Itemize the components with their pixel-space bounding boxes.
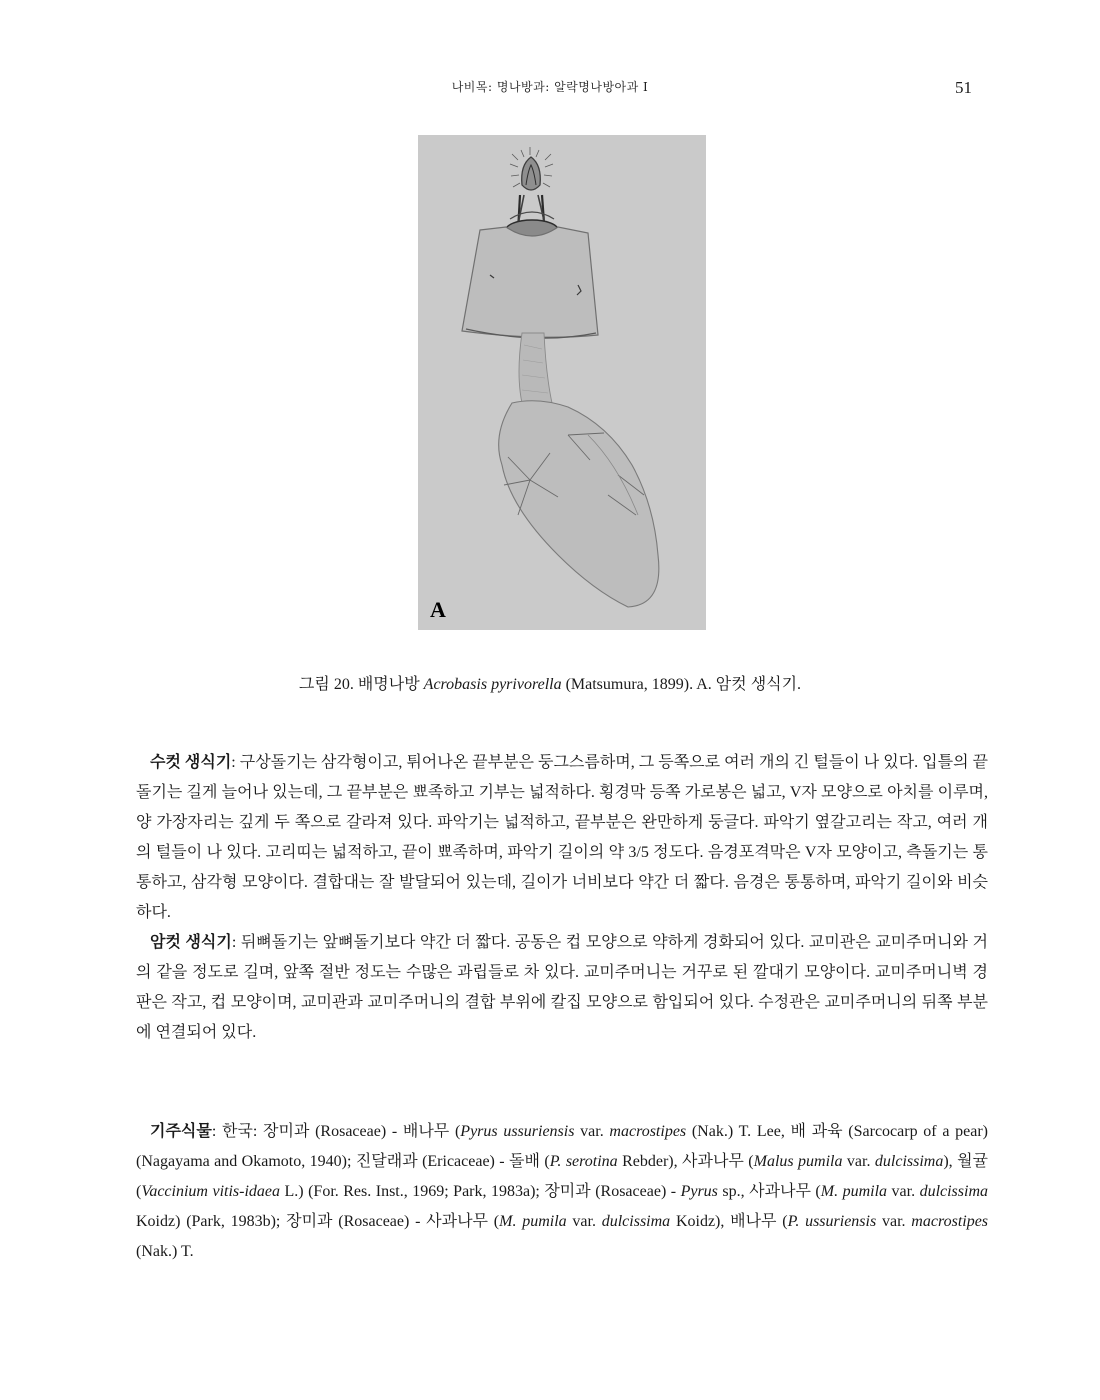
host-text-run: var. [842,1153,875,1170]
taxon-name: dulcissima [919,1183,989,1200]
female-genitalia-paragraph [136,928,988,1048]
male-genitalia-paragraph [136,748,988,928]
taxon-name: dulcissima [601,1213,671,1230]
taxon-name: macrostipes [609,1123,687,1140]
taxon-name: M. pumila [820,1183,888,1200]
host-plants-heading: 기주식물 [150,1123,212,1140]
genitalia-photo [418,135,706,630]
host-text-run: Rebder), 사과나무 ( [617,1153,754,1170]
host-text-run: var. [887,1183,920,1200]
caption-authority: (Matsumura, 1899). A. 암컷 생식기. [561,676,802,693]
taxon-name: P. serotina [549,1153,618,1170]
taxon-name: P. ussuriensis [787,1213,877,1230]
host-text-run: Koidz), 배나무 ( [670,1213,788,1230]
taxon-name: macrostipes [911,1213,989,1230]
host-text-run: ), 월귤 ( [136,1153,989,1200]
taxon-name: Vaccinium vitis-idaea [141,1183,281,1200]
taxon-name: dulcissima [874,1153,944,1170]
running-head: 나비목: 명나방과: 알락명나방아과 I [451,80,649,94]
host-text-run: (Nak.) T. [136,1243,194,1260]
segment-plate [462,227,598,337]
host-text-run: sp., 사과나무 ( [717,1183,821,1200]
male-genitalia-heading: 수컷 생식기 [150,754,232,771]
taxon-name: Pyrus [680,1183,718,1200]
female-genitalia-heading: 암컷 생식기 [150,934,232,951]
host-plants-paragraph [136,1117,988,1267]
caption-prefix: 그림 20. 배명나방 [298,676,424,693]
host-text-run: L.) (For. Res. Inst., 1969; Park, 1983a); 장미과 (Rosaceae) - [280,1183,681,1200]
genitalia-figure [418,135,706,630]
page-number: 51 [955,78,972,97]
female-genitalia-text: : 뒤뼈돌기는 앞뼈돌기보다 약간 더 짧다. 공동은 컵 모양으로 약하게 경화되어 있다. 교미관은 교미주머니와 거의 같을 정도로 길며, 앞쪽 절반 정도는 수많은 과립들로 차 있다. 교미주머니는 거꾸로 된 깔대기 모양이다. 교미주머니벽 경판은 작고, 컵 모양이며, 교미관과 교미주머니의 결합 부위에 칼집 모양으로 함입되어 있다. 수정관은 교미주머니의 뒤쪽 부분에 연결되어 있다. [136,934,988,1041]
host-text-run: var. [566,1213,602,1230]
host-text-run: : 한국: 장미과 (Rosaceae) - 배나무 ( [211,1123,461,1140]
host-plants-text [136,1123,988,1260]
host-plants-section [136,1117,988,1267]
caption-species: Acrobasis pyrivorella [423,676,562,693]
host-text-run: (Nak.) T. Lee, 배 과육 (Sarcocarp of a pear) (Nagayama and Okamoto, 1940); 진달래과 (Ericaceae) - 돌배 ( [136,1123,988,1170]
figure-caption [0,671,1100,694]
genitalia-description [136,748,988,1048]
taxon-name: Malus pumila [753,1153,843,1170]
host-text-run: var. [876,1213,912,1230]
host-text-run: var. [574,1123,610,1140]
male-genitalia-text: : 구상돌기는 삼각형이고, 튀어나온 끝부분은 둥그스름하며, 그 등쪽으로 여러 개의 긴 털들이 나 있다. 입틀의 끝돌기는 길게 늘어나 있는데, 그 끝부분은 뾰족하고 기부는 넓적하다. 횡경막 등쪽 가로봉은 넓고, V자 모양으로 아치를 이루며, 양 가장자리는 깊게 두 쪽으로 갈라져 있다. 파악기는 넓적하고, 끝부분은 완만하게 둥글다. 파악기 옆갈고리는 작고, 여러 개의 털들이 나 있다. 고리띠는 넓적하고, 끝이 뾰족하며, 파악기 길이의 약 3/5 정도다. 음경포격막은 V자 모양이고, 측돌기는 통통하고, 삼각형 모양이다. 결합대는 잘 발달되어 있는데, 길이가 너비보다 약간 더 짧다. 음경은 통통하며, 파악기 길이와 비슷하다. [136,754,988,921]
taxon-name: Pyrus ussuriensis [460,1123,575,1140]
panel-label: A [430,597,446,622]
taxon-name: M. pumila [499,1213,567,1230]
host-text-run: Koidz) (Park, 1983b); 장미과 (Rosaceae) - 사과나무 ( [136,1213,500,1230]
